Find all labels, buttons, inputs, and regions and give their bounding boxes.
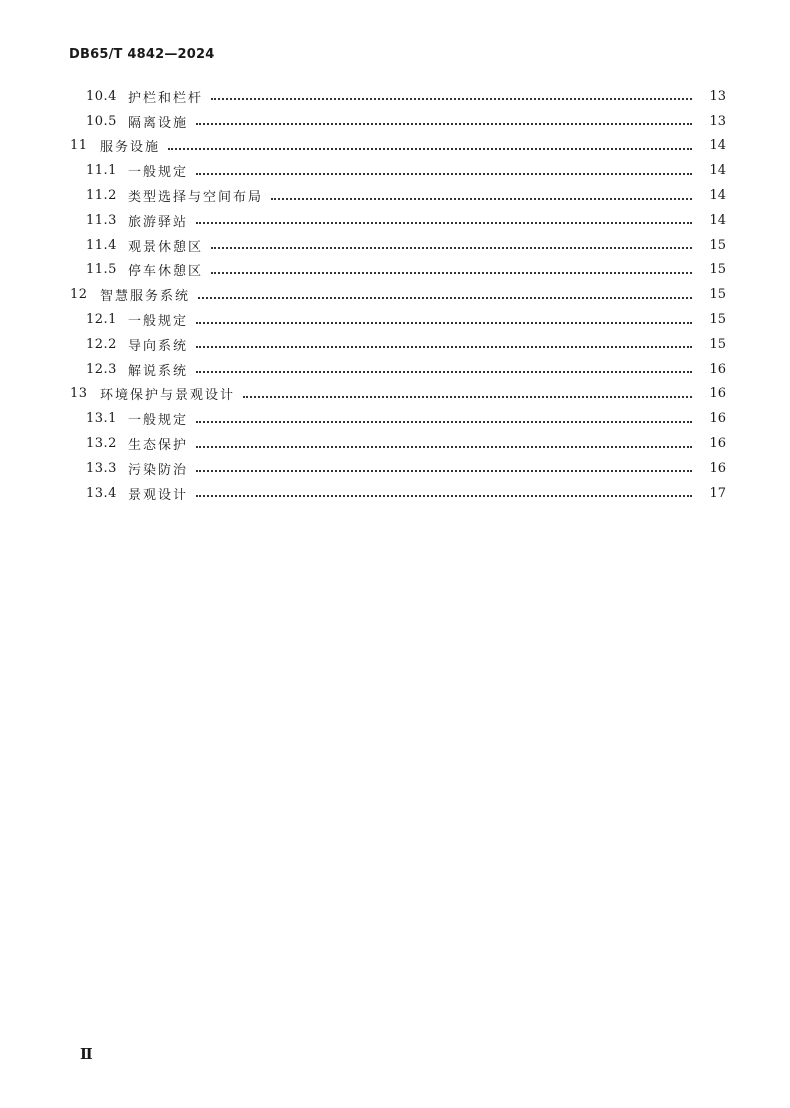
toc-entry[interactable] (0, 109, 790, 134)
toc-dot-leader (196, 445, 692, 448)
toc-entry-number: 13.2 (86, 436, 117, 452)
document-code-header: DB65/T 4842—2024 (69, 47, 215, 62)
toc-dot-leader (196, 469, 692, 472)
toc-entry-page: 15 (709, 262, 726, 278)
toc-entry-title: 环境保护与景观设计 (100, 388, 236, 404)
toc-dot-leader (196, 172, 692, 175)
toc-dot-leader (211, 246, 692, 249)
toc-dot-leader (196, 345, 692, 348)
toc-entry[interactable] (0, 431, 790, 456)
toc-entry-number: 11.1 (86, 163, 117, 179)
toc-entry-title: 隔离设施 (128, 115, 189, 131)
toc-entry-title: 旅游驿站 (128, 214, 189, 230)
toc-entry-page: 14 (709, 212, 726, 228)
toc-entry-page: 13 (709, 88, 726, 104)
toc-entry-title: 一般规定 (128, 314, 189, 330)
toc-entry-title: 一般规定 (128, 413, 189, 429)
toc-entry-page: 15 (709, 312, 726, 328)
toc-entry[interactable] (0, 208, 790, 233)
toc-entry[interactable] (0, 481, 790, 506)
toc-entry-number: 11 (70, 138, 88, 154)
toc-entry-page: 15 (709, 237, 726, 253)
toc-entry-title: 停车休憩区 (128, 264, 204, 280)
toc-entry-number: 12.1 (86, 312, 117, 328)
toc-entry-page: 16 (709, 460, 726, 476)
toc-entry-page: 17 (709, 485, 726, 501)
toc-entry-title: 服务设施 (100, 140, 161, 156)
toc-entry-title: 解说系统 (128, 363, 189, 379)
toc-dot-leader (243, 395, 692, 398)
toc-dot-leader (211, 271, 692, 274)
toc-dot-leader (271, 197, 692, 200)
toc-entry[interactable] (0, 357, 790, 382)
toc-entry-title: 导向系统 (128, 338, 189, 354)
toc-entry-page: 16 (709, 411, 726, 427)
toc-entry[interactable] (0, 456, 790, 481)
toc-entry-number: 13 (70, 386, 88, 402)
toc-entry-number: 10.5 (86, 113, 117, 129)
toc-entry[interactable] (0, 258, 790, 283)
toc-entry[interactable] (0, 406, 790, 431)
toc-entry-number: 13.1 (86, 411, 117, 427)
toc-entry-number: 12.3 (86, 361, 117, 377)
toc-dot-leader (196, 494, 692, 497)
toc-entry-number: 12.2 (86, 336, 117, 352)
toc-entry-title: 一般规定 (128, 165, 189, 181)
toc-entry-number: 12 (70, 287, 88, 303)
toc-entry-title: 景观设计 (128, 487, 189, 503)
toc-entry-title: 污染防治 (128, 462, 189, 478)
toc-entry-page: 14 (709, 163, 726, 179)
toc-entry-title: 智慧服务系统 (100, 289, 191, 305)
toc-entry-page: 16 (709, 386, 726, 402)
toc-dot-leader (196, 221, 692, 224)
toc-entry[interactable] (0, 233, 790, 258)
toc-entry[interactable] (0, 134, 790, 159)
table-of-contents (0, 84, 790, 506)
toc-entry-page: 15 (709, 336, 726, 352)
toc-entry-number: 11.4 (86, 237, 117, 253)
toc-entry-number: 11.5 (86, 262, 117, 278)
toc-entry-page: 13 (709, 113, 726, 129)
toc-entry-title: 类型选择与空间布局 (128, 190, 264, 206)
toc-entry[interactable] (0, 307, 790, 332)
toc-entry-number: 11.2 (86, 188, 117, 204)
toc-entry-number: 13.4 (86, 485, 117, 501)
toc-entry-page: 15 (709, 287, 726, 303)
toc-entry[interactable] (0, 332, 790, 357)
toc-entry-number: 10.4 (86, 88, 117, 104)
toc-dot-leader (168, 147, 692, 150)
toc-dot-leader (198, 296, 692, 299)
toc-entry-title: 观景休憩区 (128, 239, 204, 255)
toc-entry-page: 16 (709, 361, 726, 377)
toc-entry-page: 14 (709, 138, 726, 154)
toc-entry[interactable] (0, 84, 790, 109)
toc-dot-leader (196, 321, 692, 324)
toc-entry[interactable] (0, 183, 790, 208)
toc-entry-page: 14 (709, 188, 726, 204)
toc-entry-number: 13.3 (86, 460, 117, 476)
toc-entry[interactable] (0, 158, 790, 183)
toc-dot-leader (196, 370, 692, 373)
toc-dot-leader (211, 97, 692, 100)
toc-entry-page: 16 (709, 436, 726, 452)
page-number-roman: Ⅱ (80, 1045, 93, 1063)
toc-entry[interactable] (0, 382, 790, 407)
toc-entry-title: 生态保护 (128, 438, 189, 454)
toc-dot-leader (196, 122, 692, 125)
toc-dot-leader (196, 420, 692, 423)
toc-entry-title: 护栏和栏杆 (128, 90, 204, 106)
toc-entry[interactable] (0, 282, 790, 307)
toc-entry-number: 11.3 (86, 212, 117, 228)
